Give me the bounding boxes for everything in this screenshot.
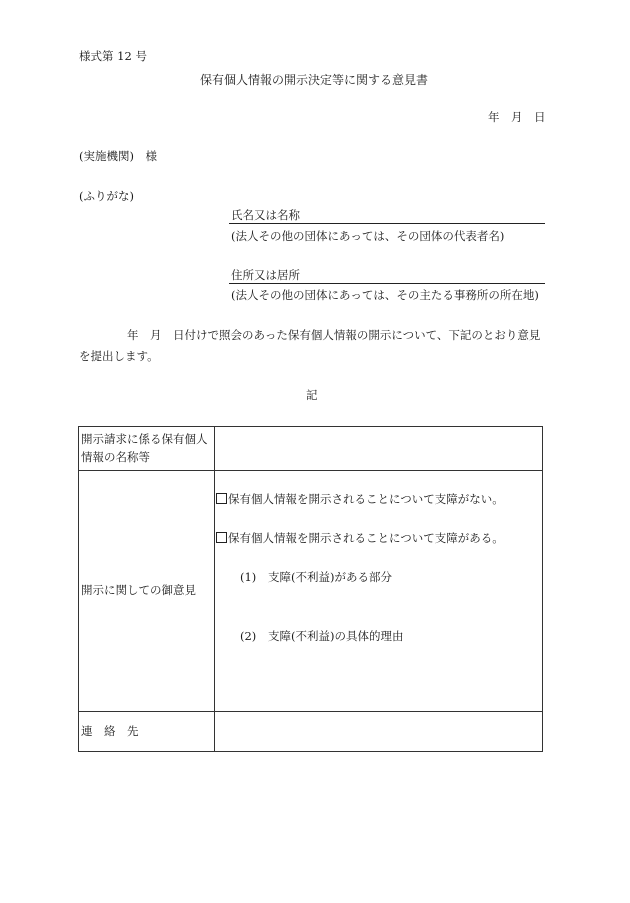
furigana-label: (ふりがな) xyxy=(79,189,134,203)
opinion-label: 開示に関しての御意見 xyxy=(79,471,215,712)
request-info-label-line2: 情報の名称等 xyxy=(81,449,150,464)
address-label: 住所又は居所 xyxy=(231,268,300,282)
sub-item-1-number: (1) xyxy=(240,570,257,584)
sub-item-1 xyxy=(240,569,392,587)
addressee: (実施機関) 様 xyxy=(79,149,157,163)
opinion-table xyxy=(78,426,543,752)
sub-item-2-number: (2) xyxy=(240,629,257,643)
option-has-issue[interactable] xyxy=(216,530,504,548)
ki-heading: 記 xyxy=(306,388,318,402)
checkbox-has-issue[interactable] xyxy=(216,532,227,543)
table-row xyxy=(79,427,543,471)
request-info-label-line1: 開示請求に係る保有個人 xyxy=(81,431,208,446)
contact-label: 連 絡 先 xyxy=(79,712,215,752)
name-note: (法人その他の団体にあっては、その団体の代表者名) xyxy=(231,229,505,243)
sub-item-1-text: 支障(不利益)がある部分 xyxy=(268,570,392,584)
address-note: (法人その他の団体にあっては、その主たる事務所の所在地) xyxy=(231,288,539,302)
request-info-label xyxy=(79,427,215,471)
sub-item-2 xyxy=(240,628,403,646)
body-text-line1: 年 月 日付けで照会のあった保有個人情報の開示について、下記のとおり意見 xyxy=(127,328,541,342)
request-info-field[interactable] xyxy=(215,427,543,471)
option-has-issue-label: 保有個人情報を開示されることについて支障がある。 xyxy=(228,531,504,545)
address-underline xyxy=(229,283,545,284)
date-line: 年 月 日 xyxy=(488,110,546,124)
body-text-line2: を提出します。 xyxy=(79,349,159,363)
document-title: 保有個人情報の開示決定等に関する意見書 xyxy=(200,73,429,87)
contact-field[interactable] xyxy=(215,712,543,752)
option-no-issue-label: 保有個人情報を開示されることについて支障がない。 xyxy=(228,492,504,506)
opinion-field xyxy=(215,471,543,712)
form-number: 様式第 12 号 xyxy=(79,49,147,63)
name-label: 氏名又は名称 xyxy=(231,208,300,222)
table-row xyxy=(79,712,543,752)
name-underline xyxy=(229,223,545,224)
option-no-issue[interactable] xyxy=(216,491,504,509)
checkbox-no-issue[interactable] xyxy=(216,493,227,504)
table-row xyxy=(79,471,543,712)
sub-item-2-text: 支障(不利益)の具体的理由 xyxy=(268,629,404,643)
